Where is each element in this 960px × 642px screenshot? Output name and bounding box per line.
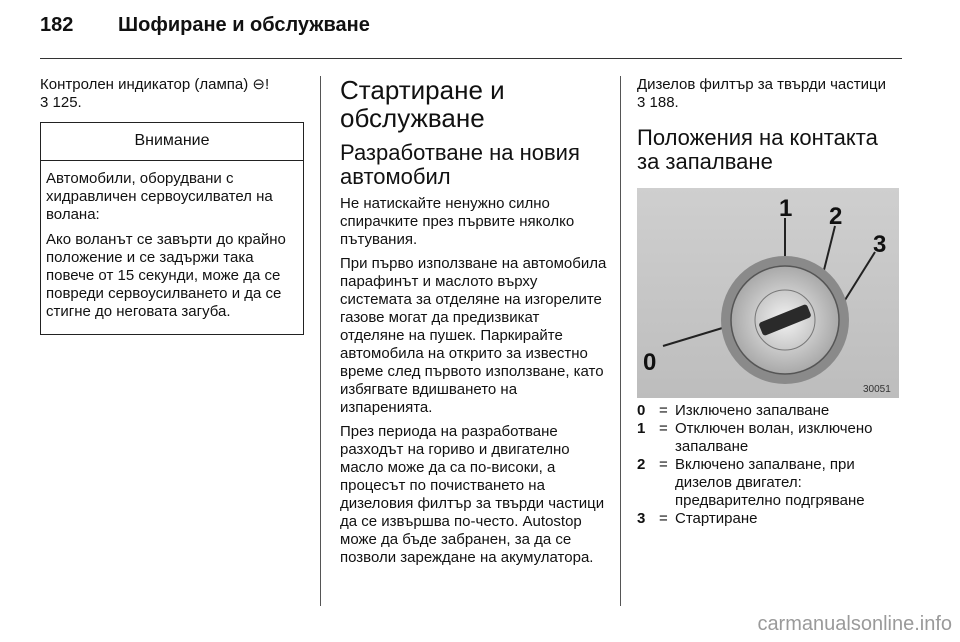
legend-key: 3 [637, 510, 646, 527]
body-paragraph: Не натискайте ненужно силно спирачките през първите няколко пътувания. [340, 195, 575, 248]
legend-text: Отключен волан, изключено запалване [675, 420, 873, 455]
diesel-filter-text: Дизелов филтър за твърди частици [637, 76, 886, 93]
section-heading: Положения на контакта за запалване [637, 125, 878, 174]
figure-code: 30051 [863, 384, 891, 395]
legend-text: Стартиране [675, 510, 758, 527]
legend-item: 1 = Отключен волан, изключено запалване [637, 420, 903, 456]
subsection-heading: Разработване на новия автомобил [340, 140, 580, 189]
page-reference-link[interactable]: 3 125. [40, 94, 82, 111]
legend-item: 0 = Изключено запалване [637, 402, 903, 420]
section-heading: Стартиране и обслужване [340, 75, 505, 133]
legend-key: 1 [637, 420, 646, 437]
position-label-0: 0 [643, 349, 657, 376]
column-left [40, 76, 304, 335]
column-divider-1 [320, 76, 321, 606]
legend-item: 2 = Включено запалване, при дизелов двигател: предварително подгряване [637, 456, 903, 510]
warning-box [40, 122, 304, 335]
ignition-switch-figure [637, 188, 899, 398]
column-divider-2 [620, 76, 621, 606]
indicator-text: Контролен индикатор (лампа) ⊖! [40, 76, 270, 93]
legend-key: 2 [637, 456, 646, 473]
column-middle [340, 76, 608, 573]
position-legend [637, 402, 903, 528]
body-paragraph: През периода на разработване разходът на гориво и двигателно масло може да са по-високи, а процесът по почистването на дизеловия филтър за твърди частици да се извършва по-често. Autostop може да бъде забранен, за да се позволи зареждане на акумулатора. [340, 423, 605, 566]
header-rule [40, 58, 902, 59]
legend-text: Изключено запалване [675, 402, 830, 419]
page-header [40, 14, 370, 37]
page-reference-link[interactable]: 3 188. [637, 94, 679, 111]
body-paragraph: При първо използване на автомобила парафинът и маслото върху системата за отделяне на изгорелите газове могат да предизвикат отделяне на пушек. Паркирайте автомобила на открито за известно време след първото използване, като избягвате вдишването на изпаренията. [340, 255, 607, 416]
position-label-1: 1 [779, 195, 793, 222]
legend-key: 0 [637, 402, 646, 419]
warning-body [41, 161, 303, 334]
warning-title: Внимание [41, 123, 303, 161]
position-label-3: 3 [873, 231, 887, 258]
position-label-2: 2 [829, 203, 843, 230]
warning-paragraph: Ако воланът се завърти до крайно положение и се задържи така повече от 15 секунди, може да се повреди сервоусилването и да се стигне до неговата загуба. [46, 231, 286, 320]
page-header-title: Шофиране и обслужване [118, 14, 370, 36]
page-number: 182 [40, 14, 74, 36]
legend-text: Включено запалване, при дизелов двигател: предварително подгряване [675, 456, 865, 509]
column-right [637, 76, 903, 528]
watermark: carmanualsonline.info [757, 613, 952, 635]
warning-paragraph: Автомобили, оборудвани с хидравличен сервоусилвател на волана: [46, 170, 273, 223]
legend-item: 3 = Стартиране [637, 510, 903, 528]
